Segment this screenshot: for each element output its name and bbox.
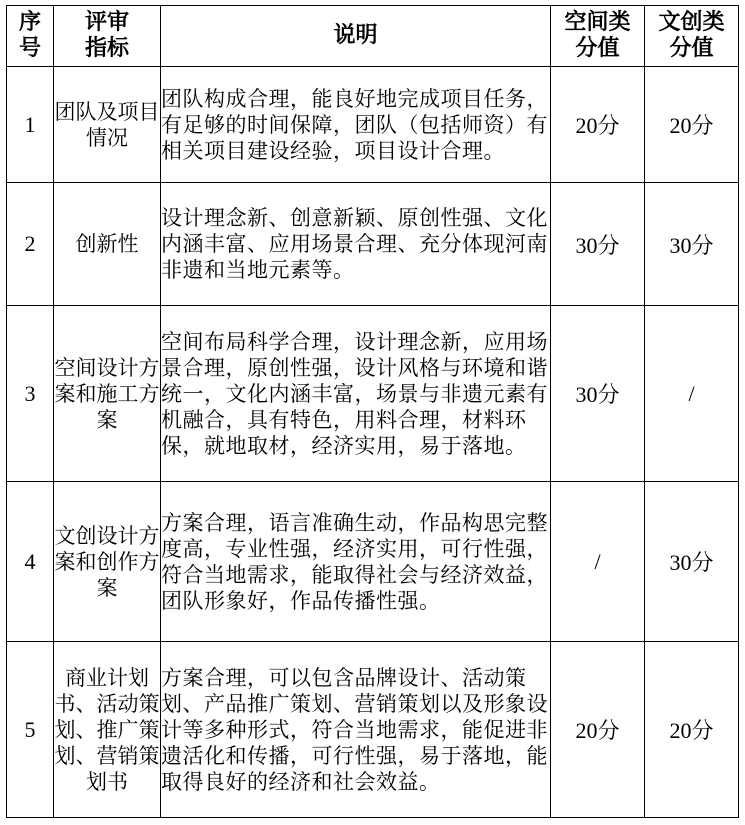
row-cultural-score: / [645, 306, 739, 482]
row-description: 设计理念新、创意新颖、原创性强、文化内涵丰富、应用场景合理、充分体现河南非遗和当地元素等。 [161, 183, 551, 306]
table-row [7, 67, 739, 183]
row-number: 1 [7, 67, 54, 183]
row-number: 2 [7, 183, 54, 306]
row-description: 团队构成合理，能良好地完成项目任务，有足够的时间保障，团队（包括师资）有相关项目建设经验，项目设计合理。 [161, 67, 551, 183]
row-cultural-score: 20分 [645, 642, 739, 818]
header-cultural-score: 文创类 分值 [645, 6, 739, 67]
row-cultural-score: 30分 [645, 183, 739, 306]
row-criteria: 团队及项目情况 [54, 67, 161, 183]
header-criteria: 评审 指标 [54, 6, 161, 67]
row-description: 方案合理，可以包含品牌设计、活动策划、产品推广策划、营销策划以及形象设计等多种形式，符合当地需求，能促进非遗活化和传播，可行性强，易于落地，能取得良好的经济和社会效益。 [161, 642, 551, 818]
row-criteria: 创新性 [54, 183, 161, 306]
row-space-score: 20分 [551, 642, 645, 818]
row-cultural-score: 20分 [645, 67, 739, 183]
row-space-score: 30分 [551, 183, 645, 306]
row-criteria: 空间设计方案和施工方案 [54, 306, 161, 482]
row-criteria: 商业计划书、活动策划、推广策划、营销策划书 [54, 642, 161, 818]
row-cultural-score: 30分 [645, 482, 739, 642]
row-description: 空间布局科学合理，设计理念新，应用场景合理，原创性强，设计风格与环境和谐统一，文化内涵丰富，场景与非遗元素有机融合，具有特色，用料合理，材料环保，就地取材，经济实用，易于落地。 [161, 306, 551, 482]
header-space-score: 空间类 分值 [551, 6, 645, 67]
row-description: 方案合理，语言准确生动，作品构思完整度高，专业性强，经济实用，可行性强，符合当地需求，能取得社会与经济效益，团队形象好，作品传播性强。 [161, 482, 551, 642]
table-row [7, 183, 739, 306]
row-space-score: 20分 [551, 67, 645, 183]
scoring-criteria-table [6, 5, 739, 818]
row-space-score: / [551, 482, 645, 642]
table-header-row [7, 6, 739, 67]
row-number: 3 [7, 306, 54, 482]
row-number: 5 [7, 642, 54, 818]
header-seq: 序 号 [7, 6, 54, 67]
table-row [7, 482, 739, 642]
header-description: 说明 [161, 6, 551, 67]
row-number: 4 [7, 482, 54, 642]
table-row [7, 306, 739, 482]
row-criteria: 文创设计方案和创作方案 [54, 482, 161, 642]
row-space-score: 30分 [551, 306, 645, 482]
table-row [7, 642, 739, 818]
